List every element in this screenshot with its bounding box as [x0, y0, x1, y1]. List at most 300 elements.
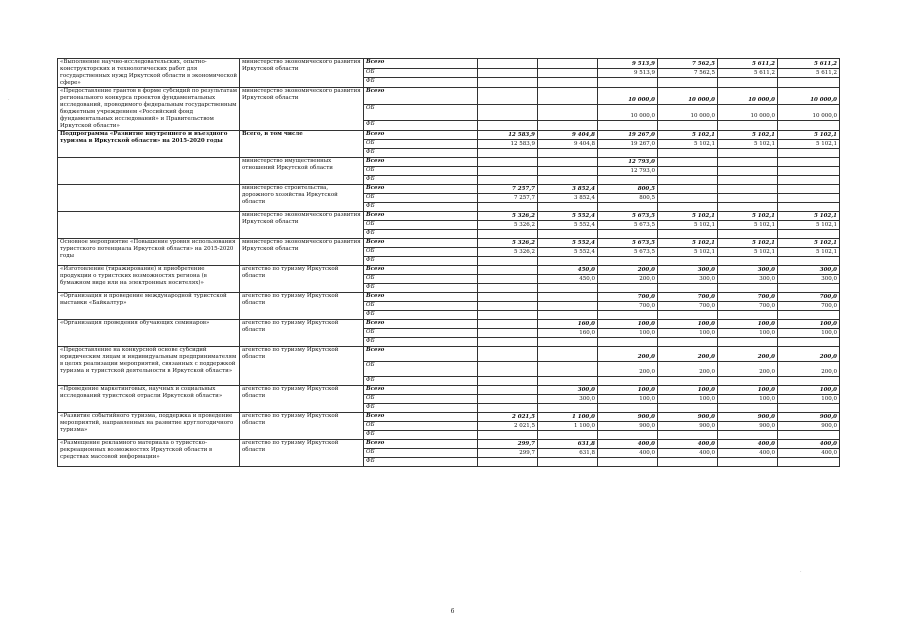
- amount-cell: [478, 104, 538, 121]
- amount-cell: [538, 458, 598, 467]
- amount-cell: [658, 203, 718, 212]
- amount-cell: [718, 284, 778, 293]
- executor: агентство по туризму Иркутской области: [240, 320, 364, 347]
- activity-name: «Предоставление на конкурсной основе субсидий юридическим лицам и индивидуальным предпринимателям в целях реализации мероприятий, связанных с поддержкой туризма и туристской деятельности в Иркутской области»: [58, 347, 240, 386]
- activity-name: «Проведение маркетинговых, научных и социальных исследований туристской отрасли Иркутской области»: [58, 386, 240, 413]
- amount-cell: [538, 68, 598, 78]
- funding-source: Всего: [364, 440, 478, 449]
- amount-cell: 5 552,4: [538, 212, 598, 221]
- amount-cell: 700,0: [778, 293, 840, 302]
- amount-cell: [778, 149, 840, 158]
- amount-cell: 900,0: [598, 422, 658, 431]
- table-row: [58, 266, 840, 275]
- amount-cell: [538, 362, 598, 377]
- amount-cell: [478, 88, 538, 105]
- activity-name: «Размещение рекламного материала о туристско-рекреационных возможностях Иркутской области в средствах массовой информации»: [58, 440, 240, 467]
- amount-cell: [718, 377, 778, 386]
- activity-name: «Организация проведения обучающих семинаров»: [58, 320, 240, 347]
- activity-name: [58, 158, 240, 185]
- amount-cell: [718, 458, 778, 467]
- amount-cell: [538, 149, 598, 158]
- amount-cell: 100,0: [598, 386, 658, 395]
- amount-cell: 400,0: [658, 440, 718, 449]
- amount-cell: [538, 78, 598, 88]
- amount-cell: 10 000,0: [718, 88, 778, 105]
- amount-cell: [718, 78, 778, 88]
- amount-cell: [478, 167, 538, 176]
- amount-cell: 300,0: [778, 275, 840, 284]
- table-row: [58, 440, 840, 449]
- amount-cell: 1 100,0: [538, 422, 598, 431]
- amount-cell: 300,0: [658, 275, 718, 284]
- amount-cell: [658, 121, 718, 131]
- amount-cell: 400,0: [718, 449, 778, 458]
- amount-cell: 700,0: [658, 302, 718, 311]
- amount-cell: 400,0: [658, 449, 718, 458]
- amount-cell: 5 102,1: [718, 221, 778, 230]
- table-row: [58, 320, 840, 329]
- amount-cell: 5 102,1: [658, 221, 718, 230]
- amount-cell: [598, 230, 658, 239]
- amount-cell: 200,0: [598, 362, 658, 377]
- amount-cell: [658, 257, 718, 266]
- amount-cell: 200,0: [778, 347, 840, 362]
- amount-cell: [598, 121, 658, 131]
- funding-source: Всего: [364, 88, 478, 105]
- amount-cell: [478, 275, 538, 284]
- amount-cell: [778, 458, 840, 467]
- amount-cell: [718, 203, 778, 212]
- amount-cell: 5 102,1: [778, 140, 840, 149]
- amount-cell: [658, 431, 718, 440]
- amount-cell: [658, 311, 718, 320]
- scan-mark: ·: [800, 569, 802, 575]
- amount-cell: 100,0: [718, 329, 778, 338]
- table-row: [58, 413, 840, 422]
- funding-source: ОБ: [364, 68, 478, 78]
- amount-cell: 900,0: [598, 413, 658, 422]
- amount-cell: [538, 230, 598, 239]
- amount-cell: [478, 377, 538, 386]
- amount-cell: [478, 347, 538, 362]
- amount-cell: [778, 230, 840, 239]
- funding-source: ФБ: [364, 404, 478, 413]
- amount-cell: [478, 362, 538, 377]
- amount-cell: [598, 431, 658, 440]
- amount-cell: 5 326,2: [478, 248, 538, 257]
- amount-cell: 900,0: [658, 422, 718, 431]
- amount-cell: 100,0: [718, 395, 778, 404]
- amount-cell: [658, 149, 718, 158]
- executor: агентство по туризму Иркутской области: [240, 413, 364, 440]
- amount-cell: [478, 311, 538, 320]
- amount-cell: [658, 78, 718, 88]
- funding-source: ОБ: [364, 275, 478, 284]
- amount-cell: 5 102,1: [718, 140, 778, 149]
- amount-cell: 400,0: [718, 440, 778, 449]
- funding-source: ОБ: [364, 449, 478, 458]
- amount-cell: 100,0: [658, 386, 718, 395]
- amount-cell: [778, 338, 840, 347]
- amount-cell: [778, 404, 840, 413]
- amount-cell: [658, 167, 718, 176]
- amount-cell: 5 102,1: [778, 248, 840, 257]
- amount-cell: 5 611,2: [718, 59, 778, 69]
- activity-name: «Изготовление (тиражирование) и приобретение продукции о туристских возможностях региона (в бумажном виде или на электронных носителях)»: [58, 266, 240, 293]
- amount-cell: 5 326,2: [478, 239, 538, 248]
- funding-source: Всего: [364, 185, 478, 194]
- funding-source: ОБ: [364, 248, 478, 257]
- executor: министерство экономического развития Иркутской области: [240, 59, 364, 88]
- funding-source: Всего: [364, 239, 478, 248]
- amount-cell: 200,0: [598, 347, 658, 362]
- funding-source: ОБ: [364, 140, 478, 149]
- amount-cell: 5 102,1: [718, 248, 778, 257]
- amount-cell: 900,0: [658, 413, 718, 422]
- amount-cell: [718, 158, 778, 167]
- amount-cell: 5 102,1: [658, 248, 718, 257]
- amount-cell: 300,0: [718, 275, 778, 284]
- amount-cell: [778, 203, 840, 212]
- executor: министерство экономического развития Иркутской области: [240, 239, 364, 266]
- amount-cell: [718, 311, 778, 320]
- amount-cell: [478, 320, 538, 329]
- amount-cell: [778, 121, 840, 131]
- amount-cell: 10 000,0: [778, 88, 840, 105]
- table-body: [58, 59, 840, 467]
- amount-cell: [778, 167, 840, 176]
- amount-cell: [718, 404, 778, 413]
- amount-cell: 200,0: [598, 266, 658, 275]
- amount-cell: [658, 176, 718, 185]
- amount-cell: [538, 167, 598, 176]
- amount-cell: [478, 284, 538, 293]
- funding-source: Всего: [364, 293, 478, 302]
- funding-source: Всего: [364, 131, 478, 140]
- amount-cell: 9 513,9: [598, 59, 658, 69]
- amount-cell: [538, 176, 598, 185]
- amount-cell: [658, 194, 718, 203]
- amount-cell: [598, 338, 658, 347]
- amount-cell: 800,5: [598, 194, 658, 203]
- table-row: [58, 293, 840, 302]
- amount-cell: [598, 404, 658, 413]
- table-row: [58, 88, 840, 105]
- amount-cell: 5 102,1: [658, 131, 718, 140]
- funding-source: Всего: [364, 59, 478, 69]
- amount-cell: 100,0: [778, 395, 840, 404]
- amount-cell: 7 257,7: [478, 185, 538, 194]
- amount-cell: 2 021,5: [478, 413, 538, 422]
- funding-source: ФБ: [364, 257, 478, 266]
- table-row: [58, 131, 840, 140]
- funding-source: ФБ: [364, 284, 478, 293]
- amount-cell: 700,0: [598, 302, 658, 311]
- amount-cell: 400,0: [598, 440, 658, 449]
- activity-name: «Развитие событийного туризма, поддержка и проведение мероприятий, направленных на развитие круглогодичного туризма»: [58, 413, 240, 440]
- amount-cell: 900,0: [778, 422, 840, 431]
- scan-mark: ·: [8, 97, 10, 103]
- funding-source: ФБ: [364, 377, 478, 386]
- amount-cell: 100,0: [718, 320, 778, 329]
- amount-cell: 5 552,4: [538, 239, 598, 248]
- amount-cell: 100,0: [598, 395, 658, 404]
- funding-source: ОБ: [364, 221, 478, 230]
- page-number: 6: [450, 608, 455, 615]
- amount-cell: [478, 121, 538, 131]
- funding-source: ФБ: [364, 458, 478, 467]
- amount-cell: 9 404,8: [538, 131, 598, 140]
- amount-cell: 19 267,0: [598, 140, 658, 149]
- amount-cell: [718, 121, 778, 131]
- amount-cell: 100,0: [598, 320, 658, 329]
- amount-cell: [538, 59, 598, 69]
- amount-cell: 800,5: [598, 185, 658, 194]
- activity-name: «Организация и проведение международной туристской выставки «Байкалтур»: [58, 293, 240, 320]
- funding-source: ФБ: [364, 78, 478, 88]
- amount-cell: 2 021,5: [478, 422, 538, 431]
- amount-cell: [778, 284, 840, 293]
- amount-cell: [598, 78, 658, 88]
- funding-source: ОБ: [364, 362, 478, 377]
- amount-cell: 100,0: [598, 329, 658, 338]
- amount-cell: [658, 458, 718, 467]
- amount-cell: [538, 158, 598, 167]
- amount-cell: 700,0: [718, 302, 778, 311]
- amount-cell: 900,0: [778, 413, 840, 422]
- amount-cell: 200,0: [598, 275, 658, 284]
- amount-cell: [478, 338, 538, 347]
- funding-source: ФБ: [364, 203, 478, 212]
- funding-source: Всего: [364, 158, 478, 167]
- amount-cell: 10 000,0: [598, 104, 658, 121]
- amount-cell: 5 102,1: [718, 131, 778, 140]
- amount-cell: 900,0: [718, 413, 778, 422]
- table-row: [58, 239, 840, 248]
- executor: агентство по туризму Иркутской области: [240, 293, 364, 320]
- amount-cell: 900,0: [718, 422, 778, 431]
- funding-source: Всего: [364, 266, 478, 275]
- amount-cell: 200,0: [718, 347, 778, 362]
- amount-cell: 700,0: [778, 302, 840, 311]
- table-row: [58, 158, 840, 167]
- amount-cell: [538, 311, 598, 320]
- amount-cell: [538, 347, 598, 362]
- amount-cell: 10 000,0: [658, 88, 718, 105]
- amount-cell: [538, 257, 598, 266]
- amount-cell: 100,0: [658, 320, 718, 329]
- amount-cell: 5 102,1: [778, 221, 840, 230]
- amount-cell: 100,0: [658, 395, 718, 404]
- amount-cell: [538, 338, 598, 347]
- amount-cell: [478, 293, 538, 302]
- amount-cell: [478, 386, 538, 395]
- amount-cell: 5 673,5: [598, 248, 658, 257]
- amount-cell: [538, 104, 598, 121]
- amount-cell: [718, 230, 778, 239]
- amount-cell: 450,0: [538, 266, 598, 275]
- funding-source: ФБ: [364, 311, 478, 320]
- amount-cell: 10 000,0: [598, 88, 658, 105]
- amount-cell: [778, 78, 840, 88]
- amount-cell: [778, 185, 840, 194]
- funding-source: ОБ: [364, 194, 478, 203]
- amount-cell: 300,0: [538, 395, 598, 404]
- amount-cell: 5 102,1: [658, 212, 718, 221]
- funding-source: Всего: [364, 320, 478, 329]
- amount-cell: [598, 458, 658, 467]
- executor: министерство имущественных отношений Иркутской области: [240, 158, 364, 185]
- amount-cell: 10 000,0: [778, 104, 840, 121]
- amount-cell: 300,0: [718, 266, 778, 275]
- funding-source: ОБ: [364, 329, 478, 338]
- table-row: [58, 59, 840, 69]
- amount-cell: 160,0: [538, 329, 598, 338]
- funding-source: ОБ: [364, 104, 478, 121]
- amount-cell: [718, 185, 778, 194]
- amount-cell: 5 102,1: [778, 212, 840, 221]
- funding-source: ФБ: [364, 121, 478, 131]
- amount-cell: 299,7: [478, 449, 538, 458]
- amount-cell: 12 583,9: [478, 131, 538, 140]
- amount-cell: [478, 149, 538, 158]
- amount-cell: [718, 338, 778, 347]
- amount-cell: 100,0: [658, 329, 718, 338]
- amount-cell: 5 673,5: [598, 221, 658, 230]
- amount-cell: 5 611,2: [778, 68, 840, 78]
- amount-cell: 700,0: [658, 293, 718, 302]
- amount-cell: [598, 284, 658, 293]
- amount-cell: 700,0: [598, 293, 658, 302]
- amount-cell: [538, 404, 598, 413]
- amount-cell: 200,0: [778, 362, 840, 377]
- executor: министерство строительства, дорожного хозяйства Иркутской области: [240, 185, 364, 212]
- amount-cell: [658, 230, 718, 239]
- amount-cell: 5 673,5: [598, 239, 658, 248]
- amount-cell: [658, 185, 718, 194]
- amount-cell: 200,0: [658, 362, 718, 377]
- amount-cell: 200,0: [658, 347, 718, 362]
- activity-name: «Выполнение научно-исследовательских, опытно-конструкторских и технологических работ для государственных нужд Иркутской области в экономической сфере»: [58, 59, 240, 88]
- amount-cell: [478, 158, 538, 167]
- table-row: [58, 185, 840, 194]
- amount-cell: 12 583,9: [478, 140, 538, 149]
- amount-cell: 19 267,0: [598, 131, 658, 140]
- amount-cell: [478, 458, 538, 467]
- amount-cell: 5 102,1: [658, 140, 718, 149]
- amount-cell: [778, 176, 840, 185]
- amount-cell: [478, 176, 538, 185]
- amount-cell: [478, 302, 538, 311]
- funding-source: ОБ: [364, 302, 478, 311]
- amount-cell: [778, 158, 840, 167]
- amount-cell: [718, 194, 778, 203]
- amount-cell: 200,0: [718, 362, 778, 377]
- executor: Всего, в том числе: [240, 131, 364, 158]
- amount-cell: 400,0: [778, 440, 840, 449]
- amount-cell: 5 102,1: [778, 239, 840, 248]
- funding-source: ОБ: [364, 395, 478, 404]
- funding-source: Всего: [364, 413, 478, 422]
- budget-sheet: [57, 58, 839, 467]
- amount-cell: [718, 431, 778, 440]
- funding-source: Всего: [364, 386, 478, 395]
- amount-cell: 5 552,4: [538, 248, 598, 257]
- amount-cell: [718, 257, 778, 266]
- funding-source: ФБ: [364, 230, 478, 239]
- amount-cell: 300,0: [658, 266, 718, 275]
- amount-cell: [478, 59, 538, 69]
- amount-cell: [598, 257, 658, 266]
- amount-cell: 299,7: [478, 440, 538, 449]
- executor: министерство экономического развития Иркутской области: [240, 88, 364, 131]
- amount-cell: 3 852,4: [538, 185, 598, 194]
- funding-source: ФБ: [364, 149, 478, 158]
- executor: агентство по туризму Иркутской области: [240, 386, 364, 413]
- amount-cell: 450,0: [538, 275, 598, 284]
- amount-cell: 5 102,1: [778, 131, 840, 140]
- amount-cell: 100,0: [778, 329, 840, 338]
- executor: министерство экономического развития Иркутской области: [240, 212, 364, 239]
- activity-name: Подпрограмма «Развитие внутреннего и въездного туризма в Иркутской области» на 2015-2020 годы: [58, 131, 240, 158]
- amount-cell: [538, 302, 598, 311]
- amount-cell: 5 611,2: [718, 68, 778, 78]
- amount-cell: 5 102,1: [718, 212, 778, 221]
- amount-cell: 631,8: [538, 440, 598, 449]
- table-row: [58, 347, 840, 362]
- amount-cell: 5 611,2: [778, 59, 840, 69]
- amount-cell: 5 326,2: [478, 221, 538, 230]
- amount-cell: [478, 329, 538, 338]
- amount-cell: [718, 176, 778, 185]
- amount-cell: 7 562,5: [658, 68, 718, 78]
- amount-cell: 300,0: [778, 266, 840, 275]
- amount-cell: 3 852,4: [538, 194, 598, 203]
- amount-cell: [478, 431, 538, 440]
- amount-cell: [478, 230, 538, 239]
- amount-cell: [658, 377, 718, 386]
- amount-cell: [598, 203, 658, 212]
- amount-cell: [478, 68, 538, 78]
- amount-cell: [478, 395, 538, 404]
- amount-cell: [538, 88, 598, 105]
- amount-cell: 5 102,1: [718, 239, 778, 248]
- amount-cell: 9 404,8: [538, 140, 598, 149]
- amount-cell: 160,0: [538, 320, 598, 329]
- amount-cell: 700,0: [718, 293, 778, 302]
- amount-cell: [778, 257, 840, 266]
- executor: агентство по туризму Иркутской области: [240, 266, 364, 293]
- amount-cell: [598, 176, 658, 185]
- amount-cell: [658, 284, 718, 293]
- amount-cell: 12 793,0: [598, 167, 658, 176]
- amount-cell: [598, 377, 658, 386]
- amount-cell: 631,8: [538, 449, 598, 458]
- activity-name: [58, 185, 240, 212]
- amount-cell: [478, 266, 538, 275]
- amount-cell: [598, 149, 658, 158]
- amount-cell: 1 100,0: [538, 413, 598, 422]
- amount-cell: [478, 203, 538, 212]
- amount-cell: 7 257,7: [478, 194, 538, 203]
- amount-cell: [478, 257, 538, 266]
- amount-cell: [778, 311, 840, 320]
- funding-source: ОБ: [364, 422, 478, 431]
- amount-cell: [538, 377, 598, 386]
- amount-cell: 100,0: [718, 386, 778, 395]
- amount-cell: [718, 167, 778, 176]
- amount-cell: 400,0: [598, 449, 658, 458]
